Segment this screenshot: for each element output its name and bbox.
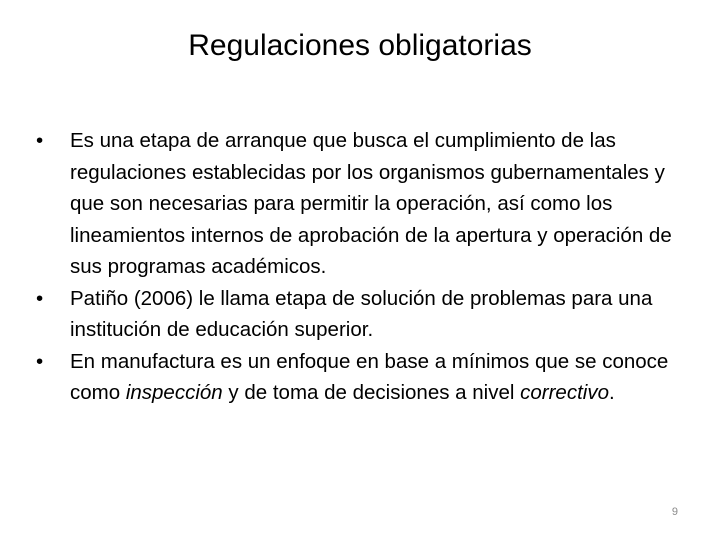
bullet-marker: • [36, 129, 44, 152]
page-number: 9 [671, 506, 678, 518]
bullet-item [36, 346, 688, 409]
bullet-text: Es una etapa de arranque que busca el cumplimiento de las regulaciones establecidas por los organismos gubernamentales y que son necesarias para permitir la operación, así como los lineamientos internos de aprobación de la apertura y operación de sus programas académicos. [70, 129, 672, 278]
bullet-text: y de toma de decisiones a nivel [222, 381, 521, 404]
emphasis-correctivo: correctivo [520, 381, 609, 404]
bullet-item [36, 283, 688, 346]
slide-title: Regulaciones obligatorias [188, 29, 532, 62]
bullet-list [36, 125, 688, 409]
bullet-marker: • [36, 349, 44, 373]
bullet-item [36, 125, 688, 283]
bullet-marker: • [36, 286, 44, 310]
bullet-text: En manufactura es un enfoque en base a mínimos que se conoce como [70, 349, 669, 404]
bullet-text: . [608, 381, 615, 404]
emphasis-inspeccion: inspección [125, 381, 223, 404]
bullet-text: Patiño (2006) le llama etapa de solución de problemas para una institución de educación superior. [70, 286, 653, 341]
